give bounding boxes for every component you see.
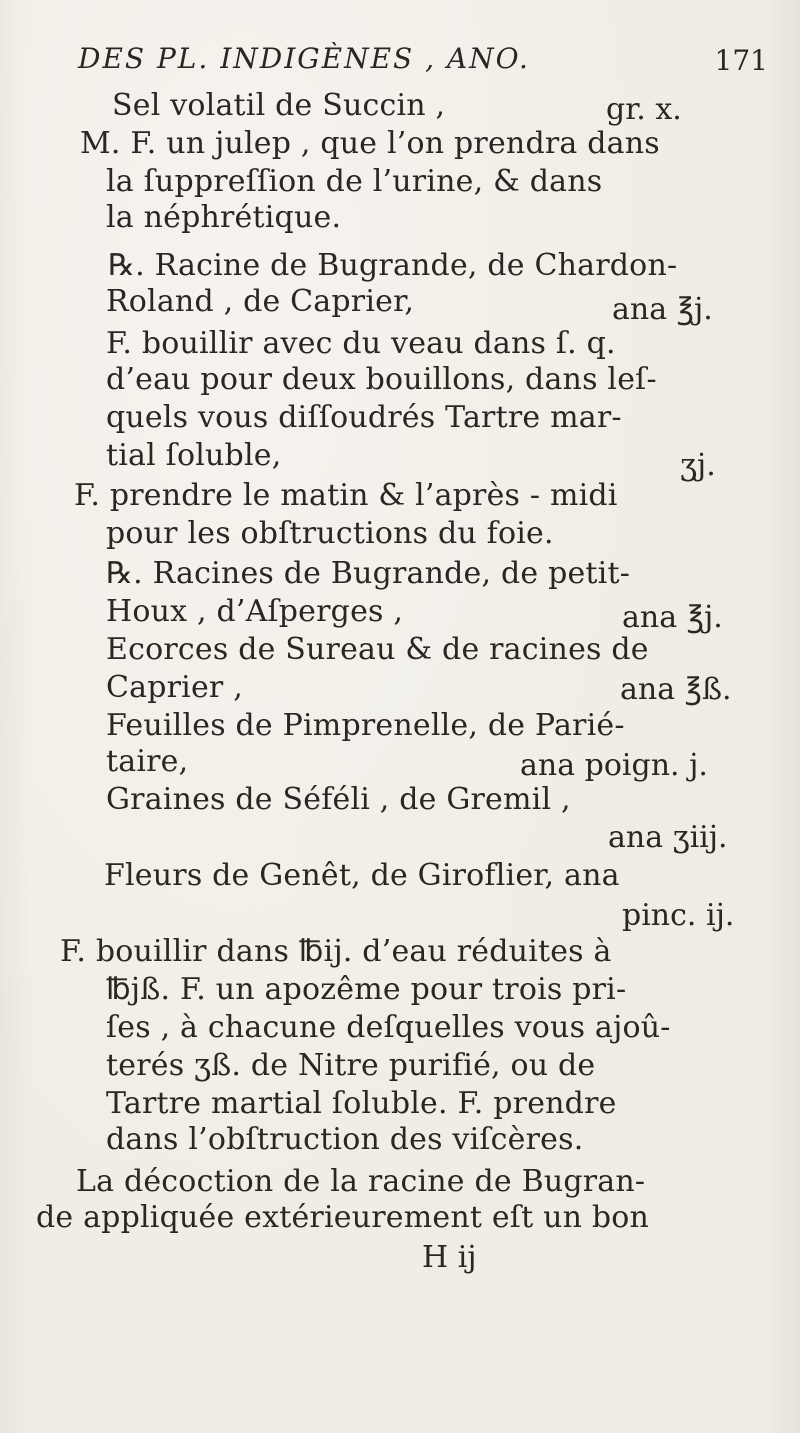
text-line: ℞. Racine de Bugrande, de Chardon- [108, 248, 678, 283]
text-line: la néphrétique. [106, 200, 342, 235]
text-line: Caprier , [106, 670, 243, 705]
text-line: tial ſoluble, [106, 438, 282, 473]
signature-mark: H ij [422, 1240, 477, 1275]
text-line: la ſuppreſſion de l’urine, & dans [106, 164, 603, 199]
text-line: F. bouillir avec du veau dans ſ. q. [106, 326, 616, 361]
text-line: quels vous diſſoudrés Tartre mar- [106, 400, 622, 435]
text-line: taire, [106, 744, 189, 779]
text-line: d’eau pour deux bouillons, dans leſ- [106, 362, 657, 397]
text-line: terés ʒß. de Nitre purifié, ou de [106, 1048, 596, 1083]
running-title: DES PL. INDIGÈNES , ANO. [78, 42, 530, 75]
dose-label: gr. x. [606, 92, 682, 127]
running-header [78, 42, 768, 82]
text-line: La décoction de la racine de Bugran- [76, 1164, 646, 1199]
text-line: F. prendre le matin & l’après - midi [74, 478, 618, 513]
dose-label: ana ʒiij. [608, 820, 728, 855]
dose-label: ana ℥j. [612, 292, 713, 327]
text-line: M. F. un julep , que l’on prendra dans [80, 126, 660, 161]
text-line: Roland , de Caprier, [106, 284, 415, 319]
dose-label: pinc. ij. [622, 898, 735, 933]
text-line: de appliquée extérieurement eſt un bon [36, 1200, 650, 1235]
text-line: Sel volatil de Succin , [112, 88, 446, 123]
text-line: Tartre martial ſoluble. F. prendre [106, 1086, 617, 1121]
text-line: ſes , à chacune deſquelles vous ajoû- [106, 1010, 671, 1045]
text-line: dans l’obſtruction des viſcères. [106, 1122, 584, 1157]
text-line: Houx , d’Aſperges , [106, 594, 404, 629]
text-line: ℔jß. F. un apozême pour trois pri- [106, 972, 627, 1007]
text-line: Feuilles de Pimprenelle, de Parié- [106, 708, 625, 743]
text-line: Fleurs de Genêt, de Giroflier, ana [104, 858, 620, 893]
text-line: pour les obſtructions du foie. [106, 516, 554, 551]
dose-label: ʒj. [680, 448, 716, 483]
text-line: Graines de Séféli , de Gremil , [106, 782, 571, 817]
dose-label: ana ℥ß. [620, 672, 732, 707]
dose-label: ana ℥j. [622, 600, 723, 635]
text-line: ℞. Racines de Bugrande, de petit- [106, 556, 631, 591]
text-line: Ecorces de Sureau & de racines de [106, 632, 649, 667]
dose-label: ana poign. j. [520, 748, 708, 783]
text-line: F. bouillir dans ℔ij. d’eau réduites à [60, 934, 612, 969]
page-number: 171 [714, 44, 768, 77]
